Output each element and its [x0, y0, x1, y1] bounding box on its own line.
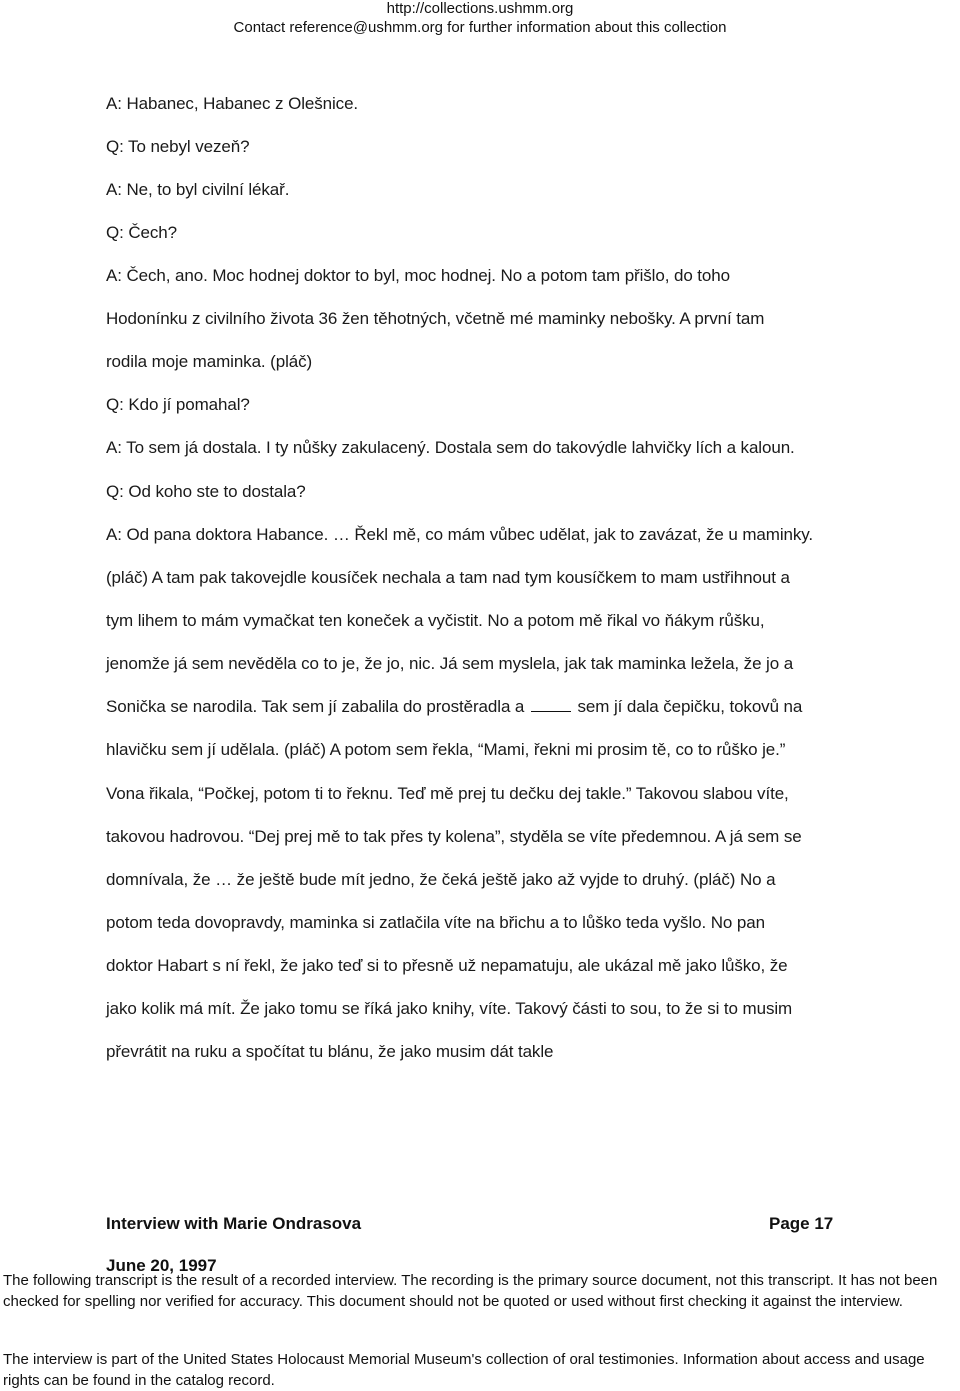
transcript-line: jenomže já sem nevěděla co to je, že jo, nic. Já sem myslela, jak tak maminka ležela, že jo a	[106, 654, 794, 673]
collection-note: The interview is part of the United States Holocaust Memorial Museum's collection of oral testimonies. Information about access and usage rights can be found in the catalog record.	[3, 1351, 925, 1389]
transcript-line: domnívala, že … že ještě bude mít jedno, že čeká ještě jako až vyjde to druhý. (pláč) No a	[106, 870, 776, 889]
disclaimer-text: The following transcript is the result of a recorded interview. The recording is the primary source document, not this transcript. It has not been checked for spelling nor verified for accuracy. This document should not be quoted or used without first checking it against the interview.	[3, 1272, 938, 1310]
transcript-line: Hodonínku z civilního života 36 žen těhotných, včetně mé maminky nebošky. A první tam	[106, 309, 765, 328]
transcript-text: sem jí dala čepičku, tokovů na	[577, 697, 803, 716]
interview-title: Interview with Marie Ondrasova	[106, 1214, 362, 1233]
transcript-line: A: Ne, to byl civilní lékař.	[106, 180, 290, 199]
transcript-line: převrátit na ruku a spočítat tu blánu, že jako musim dát takle	[106, 1042, 554, 1061]
transcript-line: A: Od pana doktora Habance. … Řekl mě, co mám vůbec udělat, jak to zavázat, že u maminky.	[106, 525, 814, 544]
blank-underline	[531, 697, 571, 712]
transcript-line: Q: Čech?	[106, 223, 178, 242]
page-number: Page 17	[769, 1214, 834, 1233]
transcript-line: Q: Kdo jí pomahal?	[106, 395, 250, 414]
transcript-line: rodila moje maminka. (pláč)	[106, 352, 313, 371]
transcript-line: Vona řikala, “Počkej, potom ti to řeknu. Teď mě prej tu dečku dej takle.” Takovou slabou víte,	[106, 784, 789, 803]
header-contact: Contact reference@ushmm.org for further information about this collection	[233, 19, 727, 36]
transcript-line: takovou hadrovou. “Dej prej mě to tak přes ty kolena”, styděla se víte předemnou. A já sem se	[106, 827, 802, 846]
transcript-line: A: Habanec, Habanec z Olešnice.	[106, 94, 359, 113]
header-url: http://collections.ushmm.org	[386, 0, 574, 17]
transcript-line: A: Čech, ano. Moc hodnej doktor to byl, moc hodnej. No a potom tam přišlo, do toho	[106, 266, 730, 285]
transcript-line: A: To sem já dostala. I ty nůšky zakulacený. Dostala sem do takovýdle lahvičky lích a kaloun.	[106, 438, 795, 457]
transcript-line: potom teda dovopravdy, maminka si zatlačila víte na břichu a to lůško teda vyšlo. No pan	[106, 913, 765, 932]
interview-date: June 20, 1997	[106, 1256, 217, 1275]
transcript-line: hlavičku sem jí udělala. (pláč) A potom sem řekla, “Mami, řekni mi prosim tě, co to růško je.”	[106, 740, 786, 759]
transcript-line: Q: Od koho ste to dostala?	[106, 482, 306, 501]
transcript-line: tym lihem to mám vymačkat ten koneček a vyčistit. No a potom mě řikal vo ňákym růšku,	[106, 611, 765, 630]
transcript-line: Q: To nebyl vezeň?	[106, 137, 250, 156]
transcript-text: Sonička se narodila. Tak sem jí zabalila do prostěradla a	[106, 697, 525, 716]
transcript-line: (pláč) A tam pak takovejdle kousíček nechala a tam nad tym kousíčkem to mam ustřihnout a	[106, 568, 790, 587]
transcript-line: jako kolik má mít. Že jako tomu se říká jako knihy, víte. Takový části to sou, to že si to musim	[106, 999, 793, 1018]
transcript-line	[106, 696, 802, 718]
transcript-line: doktor Habart s ní řekl, že jako teď si to přesně už nepamatuju, ale ukázal mě jako lůško, že	[106, 956, 788, 975]
